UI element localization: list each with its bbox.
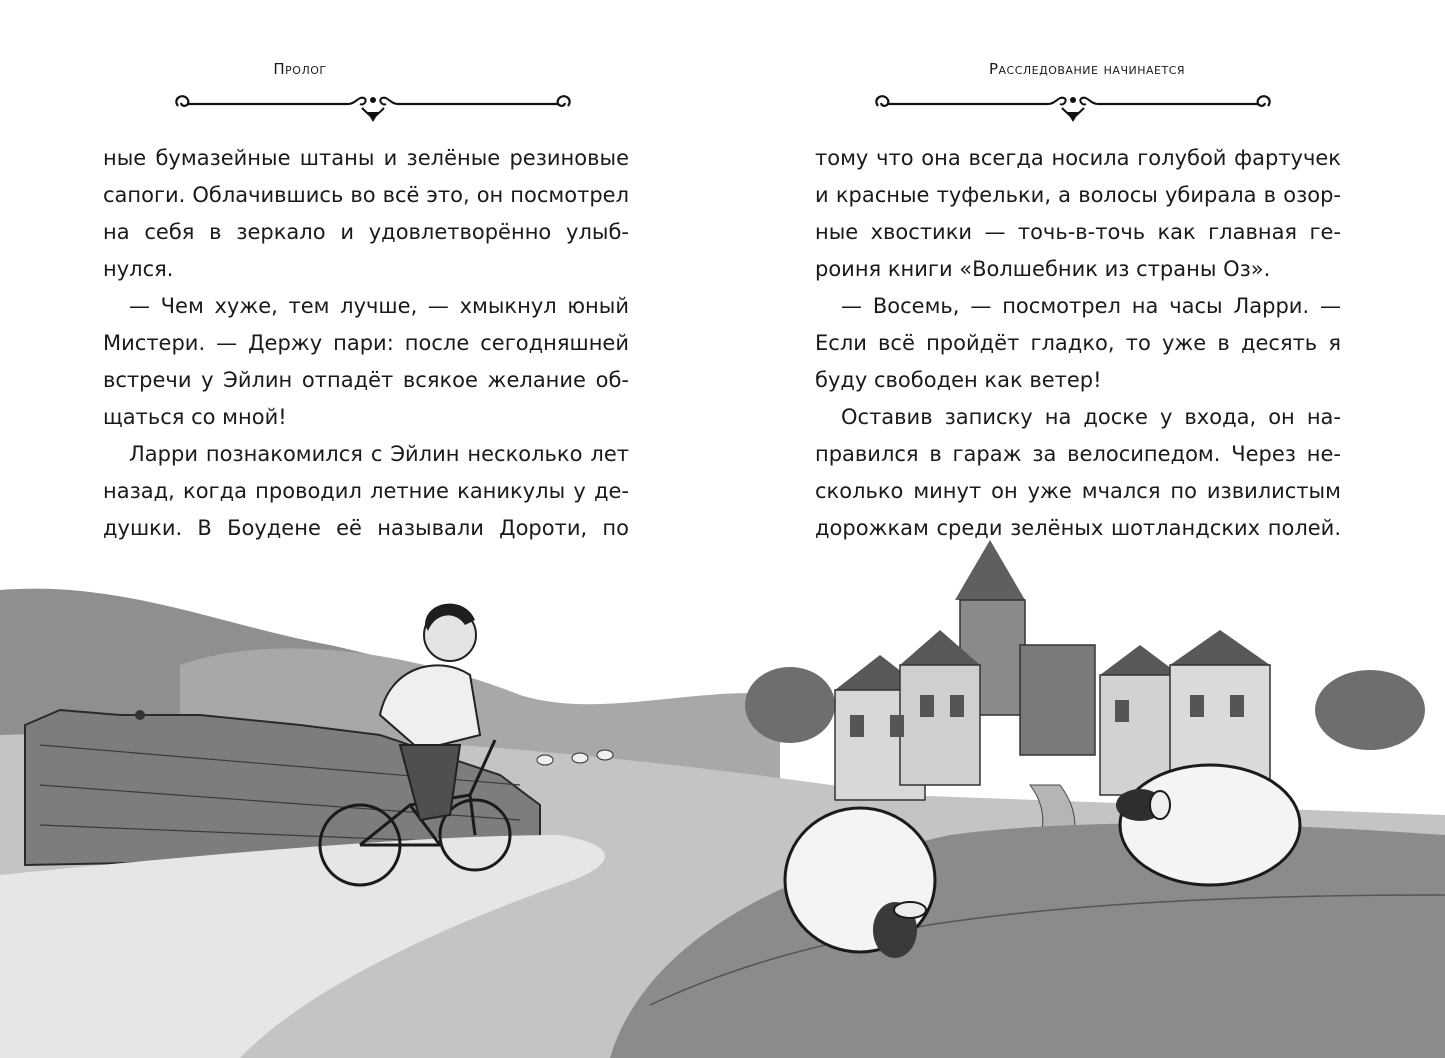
tree xyxy=(745,667,835,743)
house-roof xyxy=(1170,630,1270,665)
house-window xyxy=(890,715,904,737)
sheep-small xyxy=(572,753,588,763)
bird-icon xyxy=(135,710,145,720)
paragraph: ные бумазейные штаны и зелёные резиновые сапоги. Облачившись во всё это, он посмотрел на себя в зеркало и удовлетворённо улыбнулся. xyxy=(103,146,629,281)
ornament-divider-icon xyxy=(168,88,578,122)
house-window xyxy=(1190,695,1204,717)
house-window xyxy=(1115,700,1129,722)
sheep-small xyxy=(537,755,553,765)
house-window xyxy=(920,695,934,717)
paragraph: Ларри познакомился с Эйлин несколько лет назад, когда проводил летние каникулы у дедушки. В Боудене её называли Дороти, по xyxy=(103,442,629,540)
sheep xyxy=(1120,765,1300,885)
illustration-boy-bicycle-village xyxy=(0,535,1445,1058)
house-roof xyxy=(1100,645,1180,675)
house-window xyxy=(1230,695,1244,717)
paragraph: тому что она всегда носила голубой фартучек и красные туфельки, а волосы убирала в озорные хвостики — точь-в-точь как главная героиня книги «Волшебник из страны Оз». xyxy=(815,146,1341,281)
sheep-small xyxy=(597,750,613,760)
running-head-right: Расследование начинается xyxy=(988,60,1186,78)
house-window xyxy=(950,695,964,717)
church-spire xyxy=(955,540,1025,600)
paragraph: — Восемь, — посмотрел на часы Ларри. — Если всё пройдёт гладко, то уже в десять я буду свободен как ветер! xyxy=(815,294,1341,392)
running-head-left: Пролог xyxy=(273,60,327,78)
ornament-divider-icon xyxy=(868,88,1278,122)
tree xyxy=(1315,670,1425,750)
house xyxy=(900,665,980,785)
right-page-text xyxy=(815,140,1341,547)
church-nave xyxy=(1020,645,1095,755)
paragraph: Оставив записку на доске у входа, он направился в гараж за велосипедом. Через несколько минут он уже мчался по извилистым дорожкам среди зелёных шотландских полей. xyxy=(815,405,1341,540)
paragraph: — Чем хуже, тем лучше, — хмыкнул юный Мистери. — Держу пари: после сегодняшней встречи у Эйлин отпадёт всякое желание общаться со мной! xyxy=(103,294,629,429)
house-window xyxy=(850,715,864,737)
left-page-text xyxy=(103,140,629,547)
